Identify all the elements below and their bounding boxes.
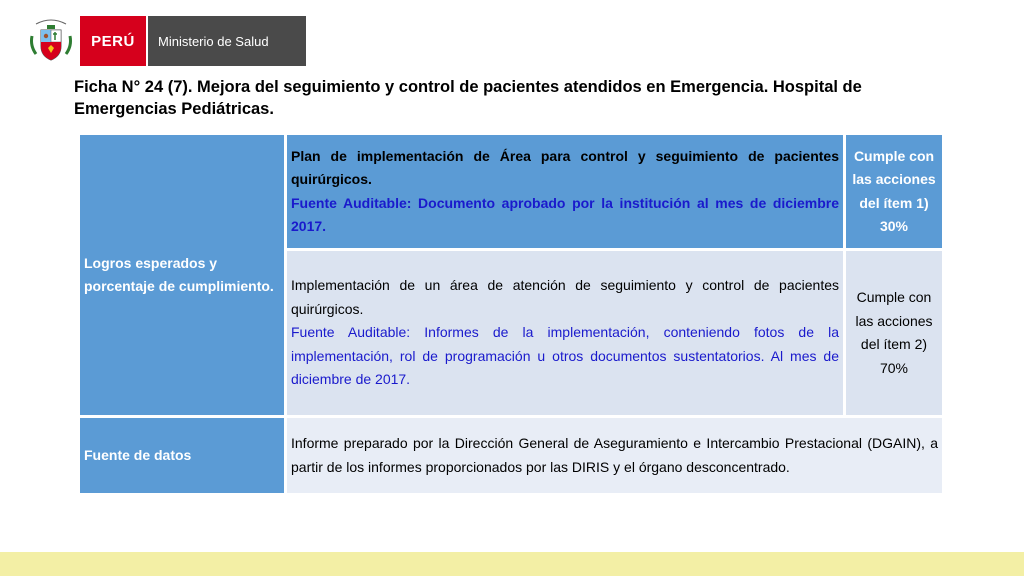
table-row-logros-1: [80, 135, 942, 248]
row1-description: Plan de implementación de Área para control y seguimiento de pacientes quirúrgicos.: [291, 147, 839, 187]
ministry-name: Ministerio de Salud: [146, 16, 306, 66]
peru-coat-of-arms-logo: [28, 16, 74, 66]
row1-compliance: Cumple con las acciones del ítem 1) 30%: [846, 135, 942, 248]
row2-description-cell: [287, 251, 843, 415]
row1-description-cell: [287, 135, 843, 248]
fuente-datos-description: Informe preparado por la Dirección General de Aseguramiento e Intercambio Prestacional (DGAIN), a partir de los informes proporcionados por las DIRIS y el órgano desconcentrado.: [287, 418, 942, 493]
row2-compliance: Cumple con las acciones del ítem 2) 70%: [846, 251, 942, 415]
brand-peru: PERÚ: [80, 16, 146, 66]
row1-source: Fuente Auditable: Documento aprobado por la institución al mes de diciembre 2017.: [291, 194, 839, 234]
row2-source-tail: Al mes de diciembre de 2017.: [291, 347, 840, 388]
coat-of-arms-icon: [28, 16, 74, 66]
page-title: Ficha N° 24 (7). Mejora del seguimiento y control de pacientes atendidos en Emergencia. Hospital de Emergencias Pediátricas.: [74, 78, 862, 118]
table-row-fuente: [80, 418, 942, 493]
header: [28, 16, 306, 66]
logros-label: Logros esperados y porcentaje de cumplimiento.: [80, 135, 284, 415]
fuente-datos-label: Fuente de datos: [80, 418, 284, 493]
row2-source: Fuente Auditable: Informes de la implementación, conteniendo fotos de la implementación, rol de programación u otros documentos sustentatorios.: [291, 324, 839, 364]
ficha-table: [77, 132, 945, 496]
bottom-decorative-bar: [0, 552, 1024, 576]
row2-description: Implementación de un área de atención de seguimiento y control de pacientes quirúrgicos.: [291, 277, 839, 317]
